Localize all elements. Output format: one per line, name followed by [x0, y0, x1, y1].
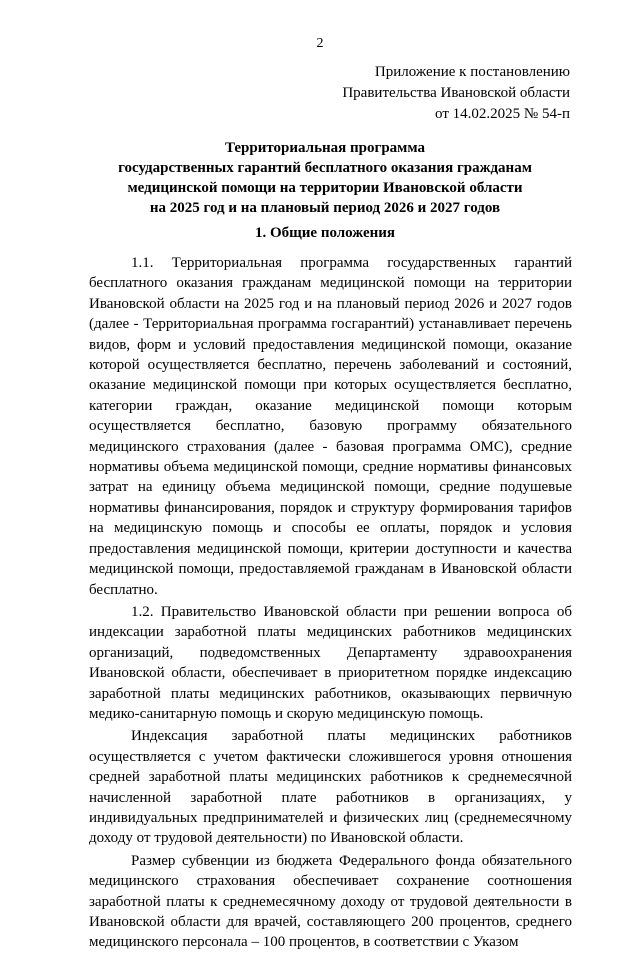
- title-line: на 2025 год и на плановый период 2026 и 2027 годов: [149, 200, 501, 216]
- title-line: государственных гарантий бесплатного оказания гражданам: [118, 160, 532, 176]
- appendix-line: от 14.02.2025 № 54-п: [435, 106, 570, 122]
- title-line: Территориальная программа: [224, 140, 426, 156]
- paragraph: Индексация заработной платы медицинских работников осуществляется с учетом фактически сложившегося уровня отношения средней заработной платы медицинских работников к среднемесячной начисленной заработной плате работников в организациях, у индивидуальных предпринимателей и физических лиц (среднемесячному доходу от трудовой деятельности) по Ивановской области.: [89, 728, 572, 847]
- appendix-line: Правительства Ивановской области: [342, 85, 570, 101]
- document-title: [70, 138, 580, 218]
- title-line: медицинской помощи на территории Ивановской области: [127, 180, 523, 196]
- paragraph: 1.1. Территориальная программа государственных гарантий бесплатного оказания гражданам медицинской помощи на территории Ивановской области на 2025 год и на плановый период 2026 и 2027 годов (далее - Территориальная программа госгарантий) устанавливает перечень видов, форм и условий предоставления медицинской помощи, оказание которой осуществляется бесплатно, перечень заболеваний и состояний, оказание медицинской помощи при которых осуществляется бесплатно, категории граждан, оказание медицинской помощи которым осуществляется бесплатно, базовую программу обязательного медицинского страхования (далее - базовая программа ОМС), средние нормативы объема медицинской помощи, средние нормативы финансовых затрат на единицу объема медицинской помощи, средние подушевые нормативы финансирования, порядок и структуру формирования тарифов на медицинскую помощь и способы ее оплаты, порядок и условия предоставления медицинской помощи, критерии доступности и качества медицинской помощи, предоставляемой гражданам в Ивановской области бесплатно.: [89, 255, 572, 598]
- page-number: 2: [316, 36, 324, 51]
- paragraph: 1.2. Правительство Ивановской области при решении вопроса об индексации заработной платы медицинских работников медицинских организаций, подведомственных Департаменту здравоохранения Ивановской области, обеспечивает в приоритетном порядке индексацию заработной платы медицинских работников, оказывающих первичную медико-санитарную помощь и скорую медицинскую помощь.: [89, 603, 572, 722]
- document-body: [89, 253, 572, 953]
- paragraph: Размер субвенции из бюджета Федерального фонда обязательного медицинского страхования обеспечивает сохранение соотношения заработной платы к среднемесячному доходу от трудовой деятельности в Ивановской области для врачей, составляющего 200 процентов, среднего медицинского персонала – 100 процентов, в соответствии с Указом: [89, 852, 572, 951]
- appendix-line: Приложение к постановлению: [374, 64, 570, 80]
- appendix-reference: [342, 62, 570, 125]
- section-heading: 1. Общие положения: [254, 225, 396, 241]
